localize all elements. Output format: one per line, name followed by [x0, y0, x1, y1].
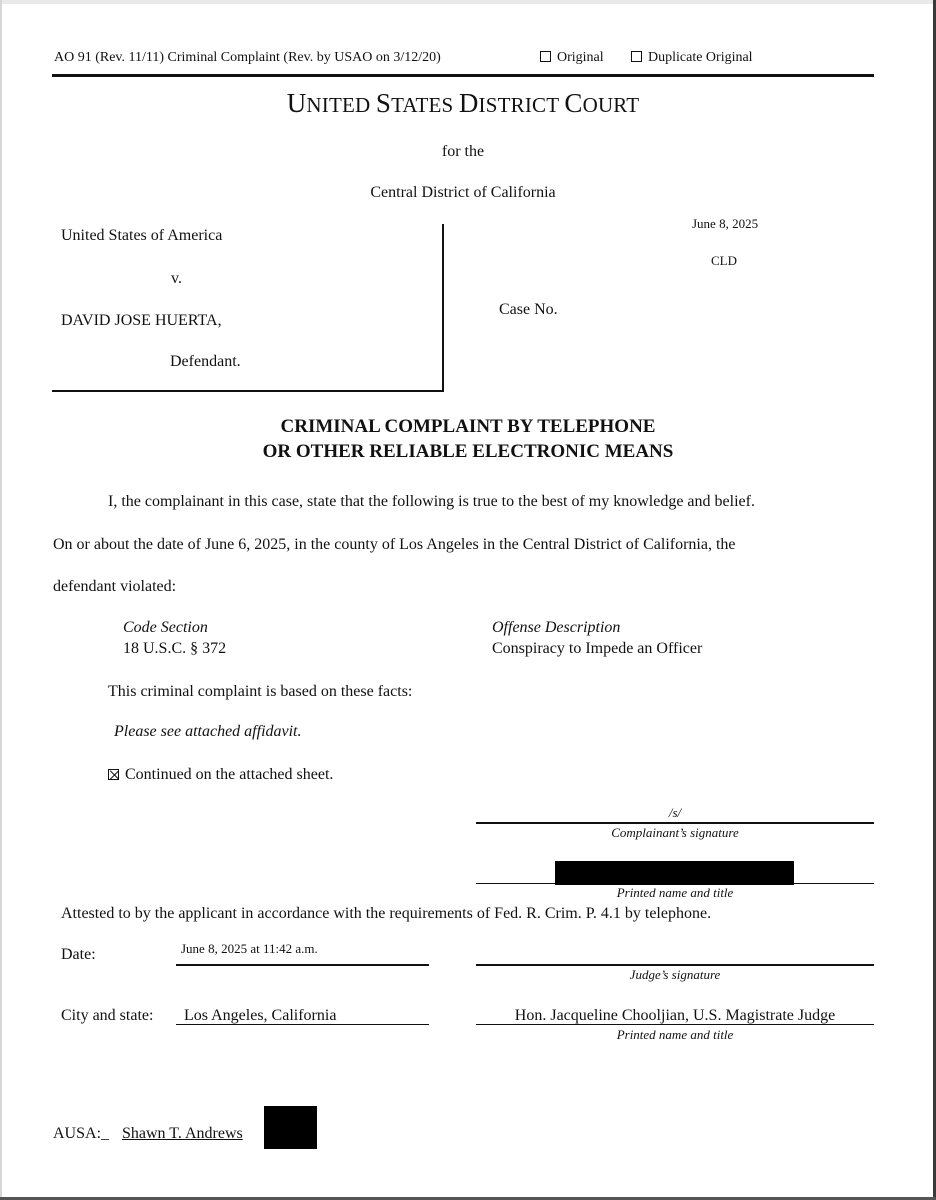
- date-value: June 8, 2025 at 11:42 a.m.: [181, 941, 318, 956]
- code-section-label: Code Section: [123, 619, 208, 636]
- court-name-small-4: OURT: [582, 93, 640, 117]
- ausa-redaction-block: [264, 1106, 317, 1149]
- court-name-cap-2: S: [375, 88, 392, 118]
- judge-name: Hon. Jacqueline Chooljian, U.S. Magistrate Judge: [514, 1007, 836, 1024]
- form-id: AO 91 (Rev. 11/11) Criminal Complaint (Rev. by USAO on 3/12/20): [54, 50, 441, 65]
- for-the: for the: [441, 143, 485, 160]
- court-name-cap-3: D: [458, 88, 479, 118]
- continued-label: Continued on the attached sheet.: [125, 766, 334, 783]
- redaction-block: [555, 861, 794, 885]
- original-checkbox-group[interactable]: [540, 50, 604, 66]
- ausa-name: Shawn T. Andrews: [122, 1125, 243, 1142]
- original-label: Original: [557, 50, 604, 65]
- judge-signature-line: [476, 964, 874, 966]
- judge-signature-label: Judge’s signature: [629, 967, 721, 982]
- complainant-signature-label: Complainant’s signature: [611, 825, 739, 840]
- judge-printed-label: Printed name and title: [616, 1027, 734, 1042]
- city-state-label: City and state:: [61, 1007, 154, 1024]
- city-state-value: Los Angeles, California: [184, 1007, 337, 1024]
- stamp-date: June 8, 2025: [692, 216, 759, 231]
- defendant-label: Defendant.: [170, 353, 241, 370]
- stamp-initials: CLD: [711, 253, 737, 268]
- city-state-line: [176, 1024, 429, 1025]
- caption-bottom-rule: [52, 390, 444, 392]
- offense-label: Offense Description: [492, 619, 621, 636]
- court-name-cap-4: C: [564, 88, 583, 118]
- court-name-small-3: ISTRICT: [478, 93, 565, 117]
- court-name: [0, 88, 926, 119]
- court-name-small-1: NITED: [306, 93, 376, 117]
- complaint-title-line2: OR OTHER RELIABLE ELECTRONIC MEANS: [262, 441, 674, 462]
- duplicate-label: Duplicate Original: [648, 50, 753, 65]
- district-name: Central District of California: [370, 184, 556, 201]
- header-rule: [52, 74, 874, 77]
- offense-value: Conspiracy to Impede an Officer: [492, 640, 703, 657]
- printed-name-label: Printed name and title: [616, 885, 734, 900]
- page-left-edge: [0, 0, 2, 1200]
- continued-checkbox-group[interactable]: [108, 766, 333, 784]
- case-no-label: Case No.: [499, 301, 558, 318]
- date-line: [176, 964, 429, 966]
- court-name-small-2: TATES: [391, 93, 459, 117]
- complainant-signature-value: /s/: [668, 805, 682, 820]
- continued-checkbox[interactable]: [108, 769, 119, 780]
- versus: v.: [171, 270, 182, 287]
- duplicate-checkbox[interactable]: [631, 51, 642, 62]
- complaint-title-line1: CRIMINAL COMPLAINT BY TELEPHONE: [280, 416, 656, 437]
- facts-intro: This criminal complaint is based on these facts:: [108, 683, 413, 700]
- date-label: Date:: [61, 946, 96, 963]
- facts-value: Please see attached affidavit.: [114, 723, 302, 740]
- ausa-label: AUSA:_: [53, 1125, 110, 1142]
- duplicate-checkbox-group[interactable]: [631, 50, 753, 66]
- attestation: Attested to by the applicant in accordance with the requirements of Fed. R. Crim. P. 4.1 by telephone.: [61, 905, 712, 922]
- court-name-cap-1: U: [286, 88, 307, 118]
- page-top-edge: [0, 0, 936, 4]
- statement-line2: On or about the date of June 6, 2025, in the county of Los Angeles in the Central District of California, the: [53, 536, 736, 553]
- judge-name-line: [476, 1024, 874, 1025]
- original-checkbox[interactable]: [540, 51, 551, 62]
- complainant-signature-line: [476, 822, 874, 824]
- code-section-value: 18 U.S.C. § 372: [123, 640, 227, 657]
- statement-line3: defendant violated:: [53, 578, 177, 595]
- statement: I, the complainant in this case, state that the following is true to the best of my knowledge and belief.: [108, 493, 755, 510]
- caption-vertical-rule: [442, 224, 444, 392]
- plaintiff-name: United States of America: [61, 227, 223, 244]
- defendant-name: DAVID JOSE HUERTA,: [61, 312, 222, 329]
